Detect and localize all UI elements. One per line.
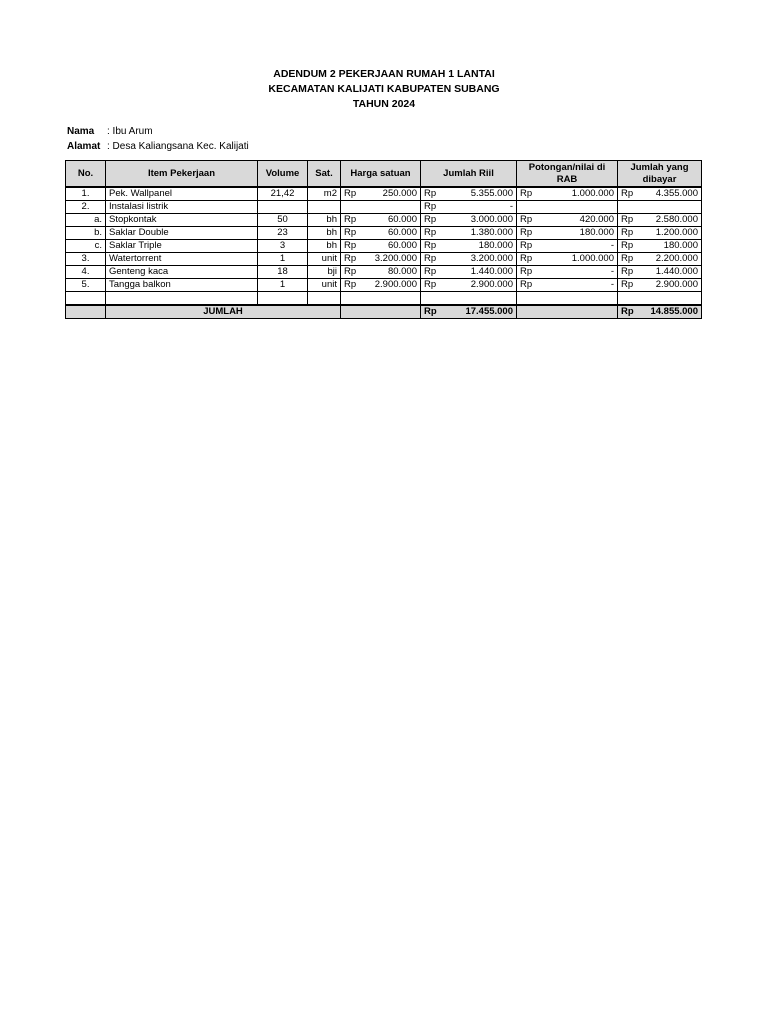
alamat-value: : Desa Kaliangsana Kec. Kalijati bbox=[107, 141, 249, 152]
row-potongan-amount: - bbox=[610, 266, 614, 277]
title-line-3: TAHUN 2024 bbox=[352, 98, 416, 110]
currency-label: Rp bbox=[520, 240, 533, 251]
row-potongan bbox=[517, 266, 618, 279]
header-harga: Harga satuan bbox=[341, 161, 421, 188]
row-no: 3. bbox=[66, 253, 106, 266]
row-riil-amount: 180.000 bbox=[478, 240, 513, 251]
nama-value: : Ibu Arum bbox=[107, 126, 153, 137]
currency-label: Rp bbox=[344, 214, 357, 225]
total-dibayar bbox=[618, 305, 702, 319]
row-riil bbox=[421, 279, 517, 292]
currency-label: Rp bbox=[520, 253, 533, 264]
currency-label: Rp bbox=[344, 279, 357, 290]
alamat-row bbox=[67, 139, 249, 154]
header-dibayar: Jumlah yang dibayar bbox=[618, 161, 702, 188]
row-sat: bh bbox=[308, 240, 341, 253]
title-line-2: KECAMATAN KALIJATI KABUPATEN SUBANG bbox=[268, 83, 500, 95]
row-item: Saklar Double bbox=[106, 227, 258, 240]
row-riil-amount: 3.200.000 bbox=[470, 253, 513, 264]
row-sat: bji bbox=[308, 266, 341, 279]
row-sat: bh bbox=[308, 214, 341, 227]
total-riil bbox=[421, 305, 517, 319]
table-row bbox=[66, 279, 702, 292]
total-row bbox=[66, 305, 702, 319]
table-row bbox=[66, 201, 702, 214]
row-riil bbox=[421, 240, 517, 253]
header-no: No. bbox=[66, 161, 106, 188]
blank-cell bbox=[618, 292, 702, 306]
client-info bbox=[67, 124, 249, 154]
row-harga bbox=[341, 253, 421, 266]
row-volume: 21,42 bbox=[258, 187, 308, 201]
row-harga-amount: 60.000 bbox=[387, 227, 417, 238]
row-dibayar-amount: 2.900.000 bbox=[655, 279, 698, 290]
row-potongan-amount: 1.000.000 bbox=[571, 188, 614, 199]
row-sat: unit bbox=[308, 279, 341, 292]
row-riil bbox=[421, 187, 517, 201]
row-harga bbox=[341, 266, 421, 279]
table-row bbox=[66, 240, 702, 253]
table-row bbox=[66, 187, 702, 201]
row-volume: 1 bbox=[258, 279, 308, 292]
row-volume: 23 bbox=[258, 227, 308, 240]
row-no: 4. bbox=[66, 266, 106, 279]
table-body bbox=[66, 187, 702, 319]
row-item: Instalasi listrik bbox=[106, 201, 258, 214]
currency-label: Rp bbox=[424, 214, 437, 225]
blank-cell bbox=[106, 292, 258, 306]
row-volume: 3 bbox=[258, 240, 308, 253]
row-riil-amount: - bbox=[509, 201, 513, 212]
nama-label: Nama bbox=[67, 126, 95, 137]
currency-label: Rp bbox=[621, 306, 634, 317]
currency-label: Rp bbox=[424, 240, 437, 251]
currency-label: Rp bbox=[424, 201, 437, 212]
header-sat: Sat. bbox=[308, 161, 341, 188]
row-potongan bbox=[517, 253, 618, 266]
row-no: 5. bbox=[66, 279, 106, 292]
row-harga-amount: 60.000 bbox=[387, 214, 417, 225]
table-row bbox=[66, 214, 702, 227]
table-row bbox=[66, 227, 702, 240]
row-dibayar bbox=[618, 253, 702, 266]
row-potongan-amount: - bbox=[610, 240, 614, 251]
currency-label: Rp bbox=[621, 188, 634, 199]
row-potongan bbox=[517, 240, 618, 253]
row-harga-amount: 250.000 bbox=[382, 188, 417, 199]
row-volume: 50 bbox=[258, 214, 308, 227]
currency-label: Rp bbox=[424, 279, 437, 290]
row-harga bbox=[341, 187, 421, 201]
blank-cell bbox=[308, 292, 341, 306]
total-dibayar-amount: 14.855.000 bbox=[650, 306, 698, 317]
row-volume: 1 bbox=[258, 253, 308, 266]
row-no: 2. bbox=[66, 201, 106, 214]
nama-row bbox=[67, 124, 249, 139]
table-row bbox=[66, 253, 702, 266]
row-harga-amount: 80.000 bbox=[387, 266, 417, 277]
row-harga-amount: 3.200.000 bbox=[374, 253, 417, 264]
row-harga bbox=[341, 279, 421, 292]
blank-row bbox=[66, 292, 702, 306]
row-item: Tangga balkon bbox=[106, 279, 258, 292]
currency-label: Rp bbox=[424, 306, 437, 317]
currency-label: Rp bbox=[621, 279, 634, 290]
blank-cell bbox=[258, 292, 308, 306]
row-no: b. bbox=[66, 227, 106, 240]
row-dibayar bbox=[618, 201, 702, 214]
row-dibayar-amount: 2.200.000 bbox=[655, 253, 698, 264]
blank-cell bbox=[421, 292, 517, 306]
total-empty-2 bbox=[341, 305, 421, 319]
total-empty-1 bbox=[66, 305, 106, 319]
row-riil bbox=[421, 201, 517, 214]
row-sat: unit bbox=[308, 253, 341, 266]
currency-label: Rp bbox=[424, 266, 437, 277]
currency-label: Rp bbox=[344, 253, 357, 264]
currency-label: Rp bbox=[520, 279, 533, 290]
row-sat: bh bbox=[308, 227, 341, 240]
row-harga-amount: 60.000 bbox=[387, 240, 417, 251]
currency-label: Rp bbox=[344, 188, 357, 199]
row-item: Stopkontak bbox=[106, 214, 258, 227]
row-dibayar-amount: 4.355.000 bbox=[655, 188, 698, 199]
row-potongan bbox=[517, 279, 618, 292]
row-item: Genteng kaca bbox=[106, 266, 258, 279]
total-empty-3 bbox=[517, 305, 618, 319]
header-riil: Jumlah Riil bbox=[421, 161, 517, 188]
row-volume bbox=[258, 201, 308, 214]
row-potongan-amount: 180.000 bbox=[579, 227, 614, 238]
row-dibayar bbox=[618, 240, 702, 253]
row-sat: m2 bbox=[308, 187, 341, 201]
row-potongan bbox=[517, 201, 618, 214]
row-item: Watertorrent bbox=[106, 253, 258, 266]
currency-label: Rp bbox=[520, 214, 533, 225]
document-header bbox=[0, 67, 768, 112]
row-item: Pek. Wallpanel bbox=[106, 187, 258, 201]
header-volume: Volume bbox=[258, 161, 308, 188]
row-dibayar bbox=[618, 266, 702, 279]
currency-label: Rp bbox=[344, 240, 357, 251]
row-riil-amount: 2.900.000 bbox=[470, 279, 513, 290]
row-potongan bbox=[517, 227, 618, 240]
blank-cell bbox=[517, 292, 618, 306]
row-harga-amount: 2.900.000 bbox=[374, 279, 417, 290]
row-potongan-amount: - bbox=[610, 279, 614, 290]
row-potongan bbox=[517, 214, 618, 227]
row-dibayar-amount: 180.000 bbox=[663, 240, 698, 251]
currency-label: Rp bbox=[621, 214, 634, 225]
row-harga bbox=[341, 214, 421, 227]
currency-label: Rp bbox=[520, 266, 533, 277]
row-dibayar-amount: 2.580.000 bbox=[655, 214, 698, 225]
row-riil-amount: 5.355.000 bbox=[470, 188, 513, 199]
row-harga bbox=[341, 240, 421, 253]
header-potongan: Potongan/nilai di RAB bbox=[517, 161, 618, 188]
row-dibayar bbox=[618, 187, 702, 201]
row-dibayar bbox=[618, 279, 702, 292]
row-dibayar bbox=[618, 227, 702, 240]
row-riil bbox=[421, 227, 517, 240]
row-harga bbox=[341, 227, 421, 240]
row-no: c. bbox=[66, 240, 106, 253]
row-volume: 18 bbox=[258, 266, 308, 279]
total-riil-amount: 17.455.000 bbox=[465, 306, 513, 317]
currency-label: Rp bbox=[520, 227, 533, 238]
title-line-1: ADENDUM 2 PEKERJAAN RUMAH 1 LANTAI bbox=[273, 68, 495, 80]
currency-label: Rp bbox=[520, 188, 533, 199]
rab-table bbox=[65, 160, 702, 319]
row-sat bbox=[308, 201, 341, 214]
currency-label: Rp bbox=[344, 266, 357, 277]
blank-cell bbox=[341, 292, 421, 306]
row-riil bbox=[421, 253, 517, 266]
row-potongan-amount: 420.000 bbox=[579, 214, 614, 225]
alamat-label: Alamat bbox=[67, 141, 101, 152]
row-riil-amount: 1.440.000 bbox=[470, 266, 513, 277]
currency-label: Rp bbox=[621, 253, 634, 264]
currency-label: Rp bbox=[621, 266, 634, 277]
currency-label: Rp bbox=[621, 240, 634, 251]
row-dibayar-amount: 1.440.000 bbox=[655, 266, 698, 277]
row-riil bbox=[421, 214, 517, 227]
currency-label: Rp bbox=[344, 227, 357, 238]
row-potongan bbox=[517, 187, 618, 201]
row-no: 1. bbox=[66, 187, 106, 201]
header-item: Item Pekerjaan bbox=[106, 161, 258, 188]
table-header-row bbox=[66, 161, 702, 188]
total-label: JUMLAH bbox=[106, 305, 341, 319]
row-dibayar bbox=[618, 214, 702, 227]
row-riil bbox=[421, 266, 517, 279]
row-item: Saklar Triple bbox=[106, 240, 258, 253]
currency-label: Rp bbox=[424, 188, 437, 199]
row-harga bbox=[341, 201, 421, 214]
blank-cell bbox=[66, 292, 106, 306]
currency-label: Rp bbox=[621, 227, 634, 238]
row-riil-amount: 3.000.000 bbox=[470, 214, 513, 225]
row-riil-amount: 1.380.000 bbox=[470, 227, 513, 238]
row-dibayar-amount: 1.200.000 bbox=[655, 227, 698, 238]
currency-label: Rp bbox=[424, 253, 437, 264]
currency-label: Rp bbox=[424, 227, 437, 238]
row-potongan-amount: 1.000.000 bbox=[571, 253, 614, 264]
row-no: a. bbox=[66, 214, 106, 227]
table-row bbox=[66, 266, 702, 279]
